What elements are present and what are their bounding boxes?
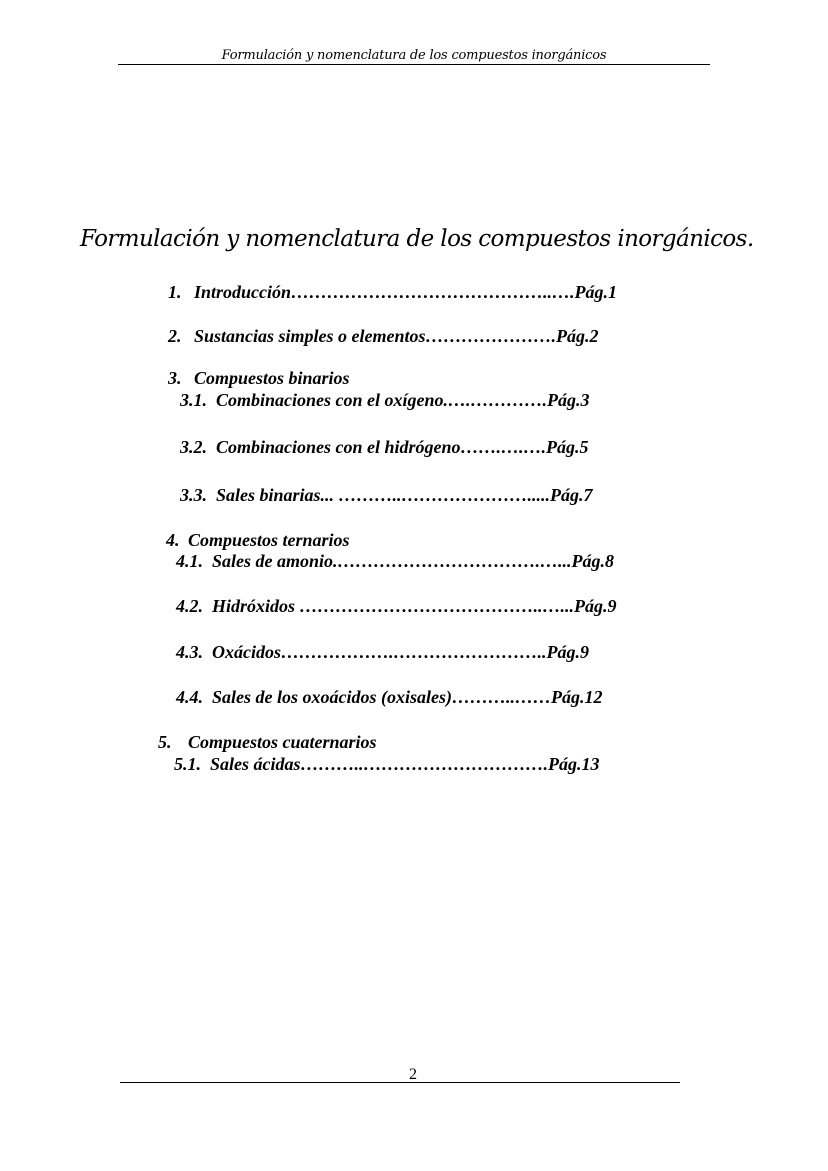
toc-entry-1 (168, 281, 617, 303)
toc-entry-number: 4.3. (176, 642, 203, 662)
toc-entry-number: 3.3. (180, 485, 207, 505)
toc-entry-4-1 (176, 550, 614, 572)
toc-entry-text: Compuestos binarios (194, 368, 350, 388)
toc-entry-number: 4.4. (176, 687, 203, 707)
toc-entry-text: Compuestos cuaternarios (188, 732, 377, 752)
toc-entry-text: Sales de los oxoácidos (oxisales)………..……Pág.12 (212, 687, 603, 707)
toc-entry-text: Sustancias simples o elementos………………….Pág.2 (194, 326, 599, 346)
toc-entry-2 (168, 325, 599, 347)
toc-entry-4 (166, 529, 350, 551)
toc-entry-number: 5. (158, 732, 172, 752)
toc-entry-number: 3.2. (180, 437, 207, 457)
page-number: 2 (409, 1066, 417, 1083)
header-rule (118, 64, 710, 65)
toc-entry-number: 1. (168, 282, 182, 302)
toc-entry-4-3 (176, 641, 589, 663)
toc-entry-3-3 (180, 484, 593, 506)
toc-entry-3-1 (180, 389, 590, 411)
toc-entry-text: Sales ácidas………..………………………….Pág.13 (210, 754, 600, 774)
toc-entry-number: 3. (168, 368, 182, 388)
document-title: Formulación y nomenclatura de los compuestos inorgánicos. (80, 226, 754, 252)
toc-entry-text: Introducción……………………………………..….Pág.1 (194, 282, 618, 302)
toc-entry-text: Oxácidos……………….……………………..Pág.9 (212, 642, 589, 662)
toc-entry-text: Sales binarias... ………..………………….....Pág.7 (216, 485, 593, 505)
toc-entry-number: 5.1. (174, 754, 201, 774)
toc-entry-text: Combinaciones con el hidrógeno…….….….Pág.5 (216, 437, 589, 457)
toc-entry-number: 3.1. (180, 390, 207, 410)
toc-entry-number: 2. (168, 326, 182, 346)
toc-entry-5 (158, 731, 377, 753)
toc-entry-text: Sales de amonio.…………………………….…...Pág.8 (212, 551, 615, 571)
toc-entry-3-2 (180, 436, 589, 458)
toc-entry-text: Combinaciones con el oxígeno.….………….Pág.3 (216, 390, 590, 410)
toc-entry-number: 4.2. (176, 596, 203, 616)
toc-entry-number: 4. (166, 530, 180, 550)
toc-entry-5-1 (174, 753, 600, 775)
toc-entry-4-2 (176, 595, 617, 617)
toc-entry-text: Compuestos ternarios (188, 530, 350, 550)
toc-entry-4-4 (176, 686, 602, 708)
toc-entry-3 (168, 367, 350, 389)
running-header: Formulación y nomenclatura de los compuestos inorgánicos (221, 48, 607, 63)
toc-entry-text: Hidróxidos …………………………………..…...Pág.9 (212, 596, 617, 616)
toc-entry-number: 4.1. (176, 551, 203, 571)
